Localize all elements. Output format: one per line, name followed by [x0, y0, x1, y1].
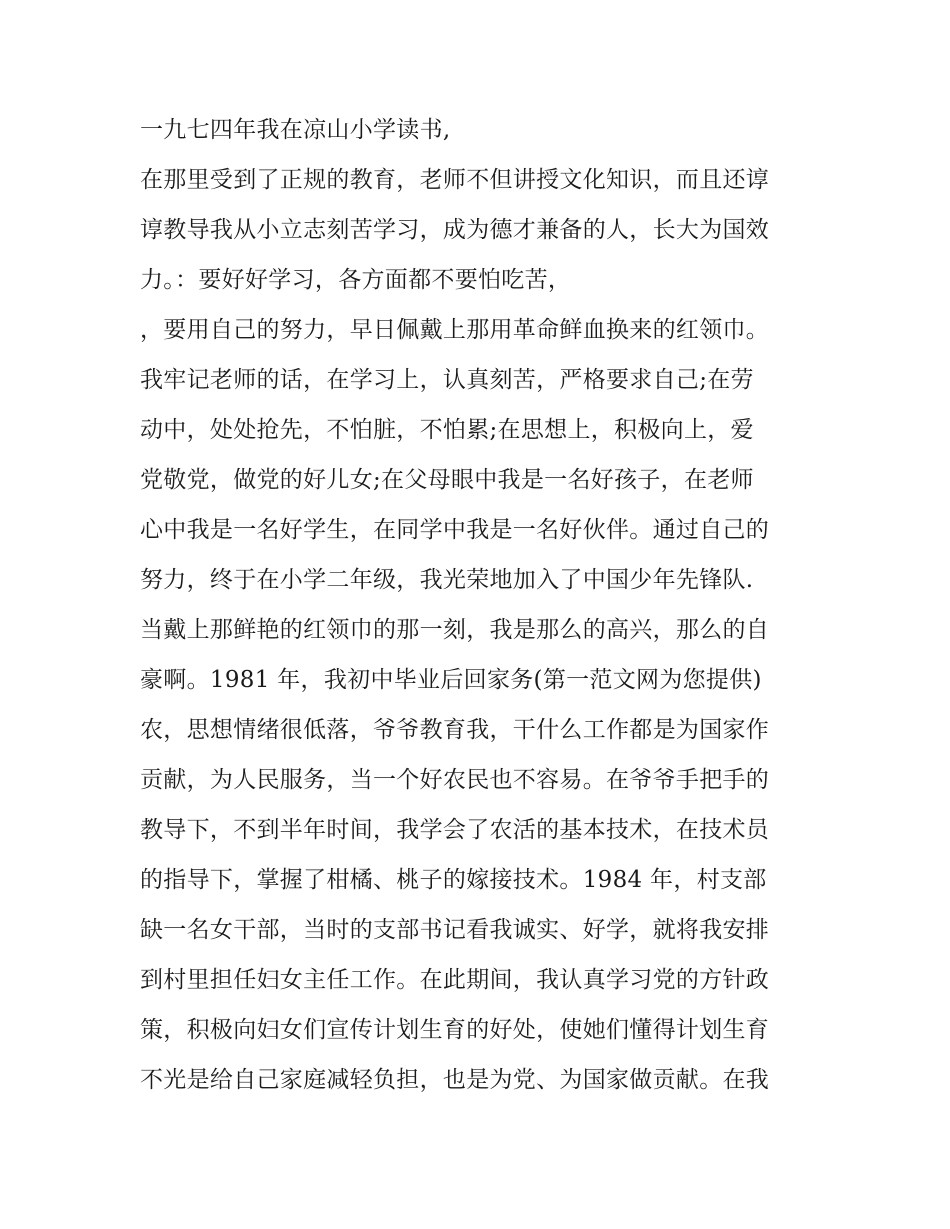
- text-line: 我牢记老师的话，在学习上，认真刻苦，严格要求自己;在劳: [140, 367, 754, 393]
- text-line: 谆教导我从小立志刻苦学习，成为德才兼备的人，长大为国效: [140, 217, 770, 243]
- text-line: 心中我是一名好学生，在同学中我是一名好伙伴。通过自己的: [140, 517, 770, 543]
- text-line: 农，思想情绪很低落，爷爷教育我，干什么工作都是为国家作: [140, 717, 770, 743]
- text-line: 党敬党，做党的好儿女;在父母眼中我是一名好孩子，在老师: [140, 467, 754, 493]
- text-line: 力。：要好好学习，各方面都不要怕吃苦，: [140, 267, 572, 293]
- text-line: 的指导下，掌握了柑橘、桃子的嫁接技术。1984 年，村支部: [140, 867, 767, 893]
- text-line: 动中，处处抢先，不怕脏，不怕累;在思想上，积极向上，爱: [140, 417, 754, 443]
- text-line: 当戴上那鲜艳的红领巾的那一刻，我是那么的高兴，那么的自: [140, 617, 770, 643]
- text-line: 缺一名女干部，当时的支部书记看我诚实、好学，就将我安排: [140, 917, 770, 943]
- text-line: 教导下，不到半年时间，我学会了农活的基本技术，在技术员: [140, 817, 770, 843]
- text-line: 到村里担任妇女主任工作。在此期间，我认真学习党的方针政: [140, 967, 770, 993]
- text-line: 策，积极向妇女们宣传计划生育的好处，使她们懂得计划生育: [140, 1017, 770, 1043]
- text-line: 贡献，为人民服务，当一个好农民也不容易。在爷爷手把手的: [140, 767, 770, 793]
- body-text: [140, 110, 820, 1110]
- text-line: 在那里受到了正规的教育，老师不但讲授文化知识，而且还谆: [140, 167, 770, 193]
- text-line: ，要用自己的努力，早日佩戴上那用革命鲜血换来的红领巾。: [140, 317, 770, 343]
- text-line: 努力，终于在小学二年级，我光荣地加入了中国少年先锋队.: [140, 567, 754, 593]
- text-line: 一九七四年我在凉山小学读书,: [140, 117, 451, 143]
- text-line: 豪啊。1981 年，我初中毕业后回家务(第一范文网为您提供): [140, 667, 762, 693]
- text-line: 不光是给自己家庭减轻负担，也是为党、为国家做贡献。在我: [140, 1067, 770, 1093]
